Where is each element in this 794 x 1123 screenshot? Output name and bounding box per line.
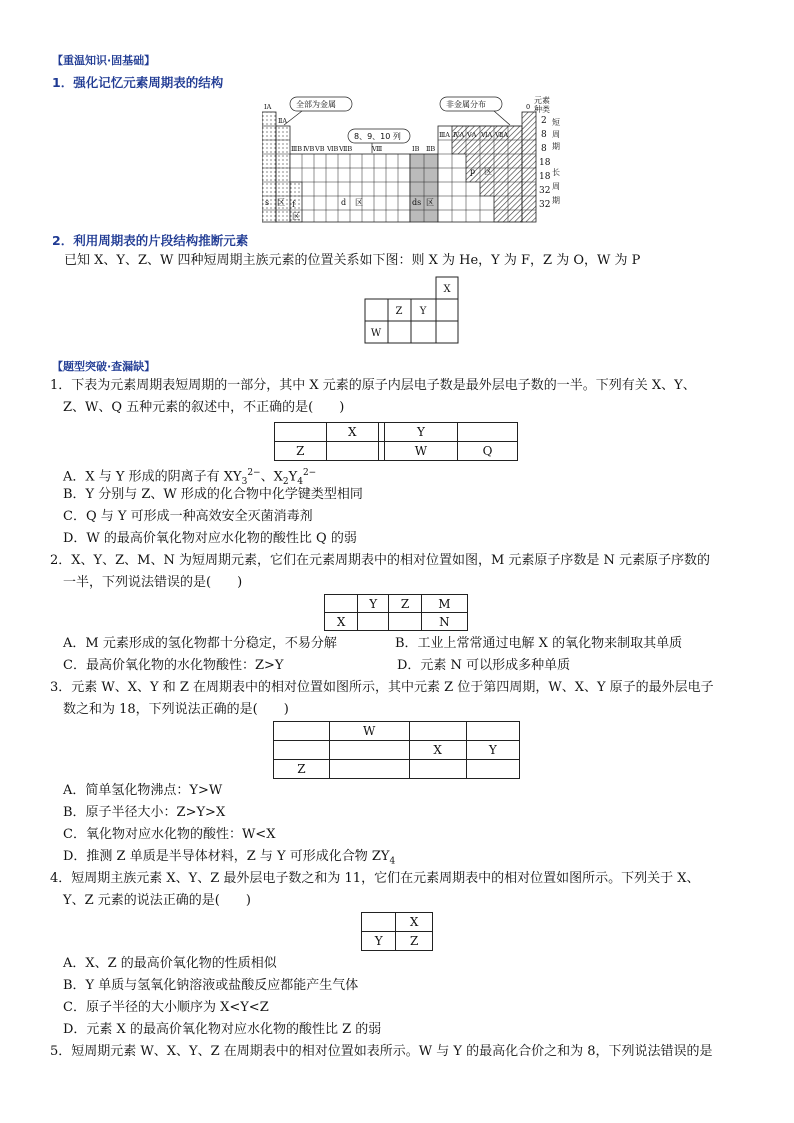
q3-stem-2: 数之和为 18，下列说法正确的是( ) bbox=[63, 702, 289, 717]
svg-text:ⅦA: ⅦA bbox=[495, 131, 509, 139]
svg-text:ⅣA: ⅣA bbox=[453, 131, 465, 139]
q4-table: X Y Z bbox=[361, 912, 433, 951]
q3-option-c[interactable]: C．氧化物对应水化物的酸性：W<X bbox=[63, 827, 276, 842]
svg-text:ⅣB: ⅣB bbox=[303, 145, 315, 153]
q3-option-a[interactable]: A．简单氢化物沸点：Y>W bbox=[63, 783, 223, 798]
q4-option-c[interactable]: C．原子半径的大小顺序为 X<Y<Z bbox=[63, 1000, 269, 1015]
q3-table: W X Y Z bbox=[273, 721, 520, 779]
svg-text:非金属分布: 非金属分布 bbox=[446, 100, 486, 109]
svg-text:8、9、10 列: 8、9、10 列 bbox=[354, 132, 401, 141]
periodic-table-diagram bbox=[262, 95, 562, 225]
q2-option-b[interactable]: B．工业上常常通过电解 X 的氧化物来制取其单质 bbox=[395, 636, 683, 651]
svg-text:周: 周 bbox=[552, 130, 560, 139]
count-2: 2 bbox=[541, 116, 547, 126]
svg-text:全部为金属: 全部为金属 bbox=[296, 100, 336, 109]
q4-option-b[interactable]: B．Y 单质与氢氧化钠溶液或盐酸反应都能产生气体 bbox=[63, 978, 359, 993]
q1-option-a[interactable]: A．X 与 Y 形成的阴离子有 $XY_3^{2-}$、$X_2Y_4^{2-}$ bbox=[63, 468, 317, 487]
long-period-label: 长 bbox=[552, 168, 560, 177]
q2-table: Y Z M X N bbox=[324, 594, 468, 631]
q2-option-d[interactable]: D．元素 N 可以形成多种单质 bbox=[397, 658, 571, 673]
q4-stem-2: Y、Z 元素的说法正确的是( ) bbox=[63, 893, 251, 908]
q4-stem-1: 4．短周期主族元素 X、Y、Z 最外层电子数之和为 11，它们在元素周期表中的相对位置如图所示。下列关于 X、 bbox=[50, 871, 700, 886]
frag-x: X bbox=[443, 284, 451, 295]
svg-text:ⅠB: ⅠB bbox=[412, 145, 420, 153]
short-period-label: 短 bbox=[552, 118, 560, 127]
s-block-label: s bbox=[265, 198, 270, 207]
frag-z: Z bbox=[395, 306, 403, 317]
q5-stem-1: 5．短周期元素 W、X、Y、Z 在周期表中的相对位置如表所示。W 与 Y 的最高化合价之和为 8，下列说法错误的是 bbox=[50, 1044, 713, 1059]
q3-stem-1: 3．元素 W、X、Y 和 Z 在周期表中的相对位置如图所示，其中元素 Z 位于第四周期，W、X、Y 原子的最外层电子 bbox=[50, 680, 714, 695]
svg-text:ⅤB: ⅤB bbox=[315, 145, 325, 153]
f-block-label: f bbox=[292, 200, 295, 209]
svg-text:ⅥB: ⅥB bbox=[327, 145, 339, 153]
svg-text:Ⅷ: Ⅷ bbox=[372, 145, 383, 153]
q3-option-b[interactable]: B．原子半径大小：Z>Y>X bbox=[63, 805, 226, 820]
svg-text:周: 周 bbox=[552, 182, 560, 191]
q3-option-d[interactable]: D．推测 Z 单质是半导体材料，Z 与 Y 可形成化合物 $ZY_4$ bbox=[63, 849, 396, 867]
svg-text:ⅥA: ⅥA bbox=[481, 131, 493, 139]
svg-text:期: 期 bbox=[552, 196, 560, 205]
label-2a: ⅡA bbox=[278, 117, 288, 125]
count-header: 元素 bbox=[534, 96, 550, 105]
svg-text:ⅢB: ⅢB bbox=[291, 145, 303, 153]
q4-option-a[interactable]: A．X、Z 的最高价氧化物的性质相似 bbox=[63, 956, 277, 971]
heading-fragment-inference: 2．利用周期表的片段结构推断元素 bbox=[52, 233, 249, 248]
svg-text:ⅡB: ⅡB bbox=[426, 145, 436, 153]
frag-w: W bbox=[370, 328, 382, 339]
element-fragment-grid bbox=[364, 276, 460, 346]
q2-option-a[interactable]: A．M 元素形成的氢化物都十分稳定，不易分解 bbox=[63, 636, 337, 651]
p-block-label: p bbox=[470, 167, 476, 176]
d-block-label: d bbox=[341, 198, 347, 207]
q1-option-d[interactable]: D．W 的最高价氧化物对应水化物的酸性比 Q 的弱 bbox=[63, 531, 357, 546]
frag-y: Y bbox=[419, 306, 427, 317]
svg-text:ⅦB: ⅦB bbox=[339, 145, 353, 153]
q2-stem-2: 一半，下列说法错误的是( ) bbox=[63, 575, 243, 590]
q1-stem-2: Z、W、Q 五种元素的叙述中，不正确的是( ) bbox=[63, 400, 345, 415]
svg-text:区: 区 bbox=[426, 198, 434, 207]
count-8b: 8 bbox=[541, 144, 547, 154]
count-32b: 32 bbox=[539, 200, 551, 210]
q2-option-c[interactable]: C．最高价氧化物的水化物酸性：Z>Y bbox=[63, 658, 284, 673]
svg-text:ⅤA: ⅤA bbox=[467, 131, 477, 139]
svg-text:区: 区 bbox=[355, 198, 363, 207]
ds-block-label: ds bbox=[412, 198, 422, 207]
svg-text:区: 区 bbox=[277, 198, 285, 207]
group-2a-column bbox=[276, 126, 290, 222]
q1-stem-1: 1．下表为元素周期表短周期的一部分，其中 X 元素的原子内层电子数是最外层电子数的一半。下列有关 X、Y、 bbox=[50, 378, 696, 393]
label-1a: ⅠA bbox=[264, 103, 272, 111]
svg-text:期: 期 bbox=[552, 142, 560, 151]
section-title-review: 【重温知识·固基础】 bbox=[52, 54, 156, 67]
q1-table: X Y Z W Q bbox=[274, 422, 518, 461]
q4-option-d[interactable]: D．元素 X 的最高价氧化物对应水化物的酸性比 Z 的弱 bbox=[63, 1022, 382, 1037]
group-0-column bbox=[522, 112, 536, 222]
heading-periodic-structure: 1．强化记忆元素周期表的结构 bbox=[52, 75, 224, 90]
inference-text: 已知 X、Y、Z、W 四种短周期主族元素的位置关系如下图：则 X 为 He，Y 为 F，Z 为 O，W 为 P bbox=[64, 253, 641, 268]
count-18b: 18 bbox=[539, 172, 551, 182]
svg-text:0: 0 bbox=[526, 103, 531, 111]
q2-stem-1: 2．X、Y、Z、M、N 为短周期元素，它们在元素周期表中的相对位置如图，M 元素原子序数是 N 元素原子序数的 bbox=[50, 553, 711, 568]
count-32a: 32 bbox=[539, 186, 551, 196]
count-8a: 8 bbox=[541, 130, 547, 140]
q1-option-c[interactable]: C．Q 与 Y 可形成一种高效安全灭菌消毒剂 bbox=[63, 509, 313, 524]
svg-text:种类: 种类 bbox=[534, 105, 550, 114]
count-18a: 18 bbox=[539, 158, 551, 168]
svg-text:ⅢA: ⅢA bbox=[439, 131, 450, 139]
svg-text:区: 区 bbox=[292, 212, 300, 221]
svg-text:区: 区 bbox=[484, 167, 492, 176]
section-title-practice: 【题型突破·查漏缺】 bbox=[52, 360, 156, 373]
q1-option-b[interactable]: B．Y 分别与 Z、W 形成的化合物中化学键类型相同 bbox=[63, 487, 363, 502]
